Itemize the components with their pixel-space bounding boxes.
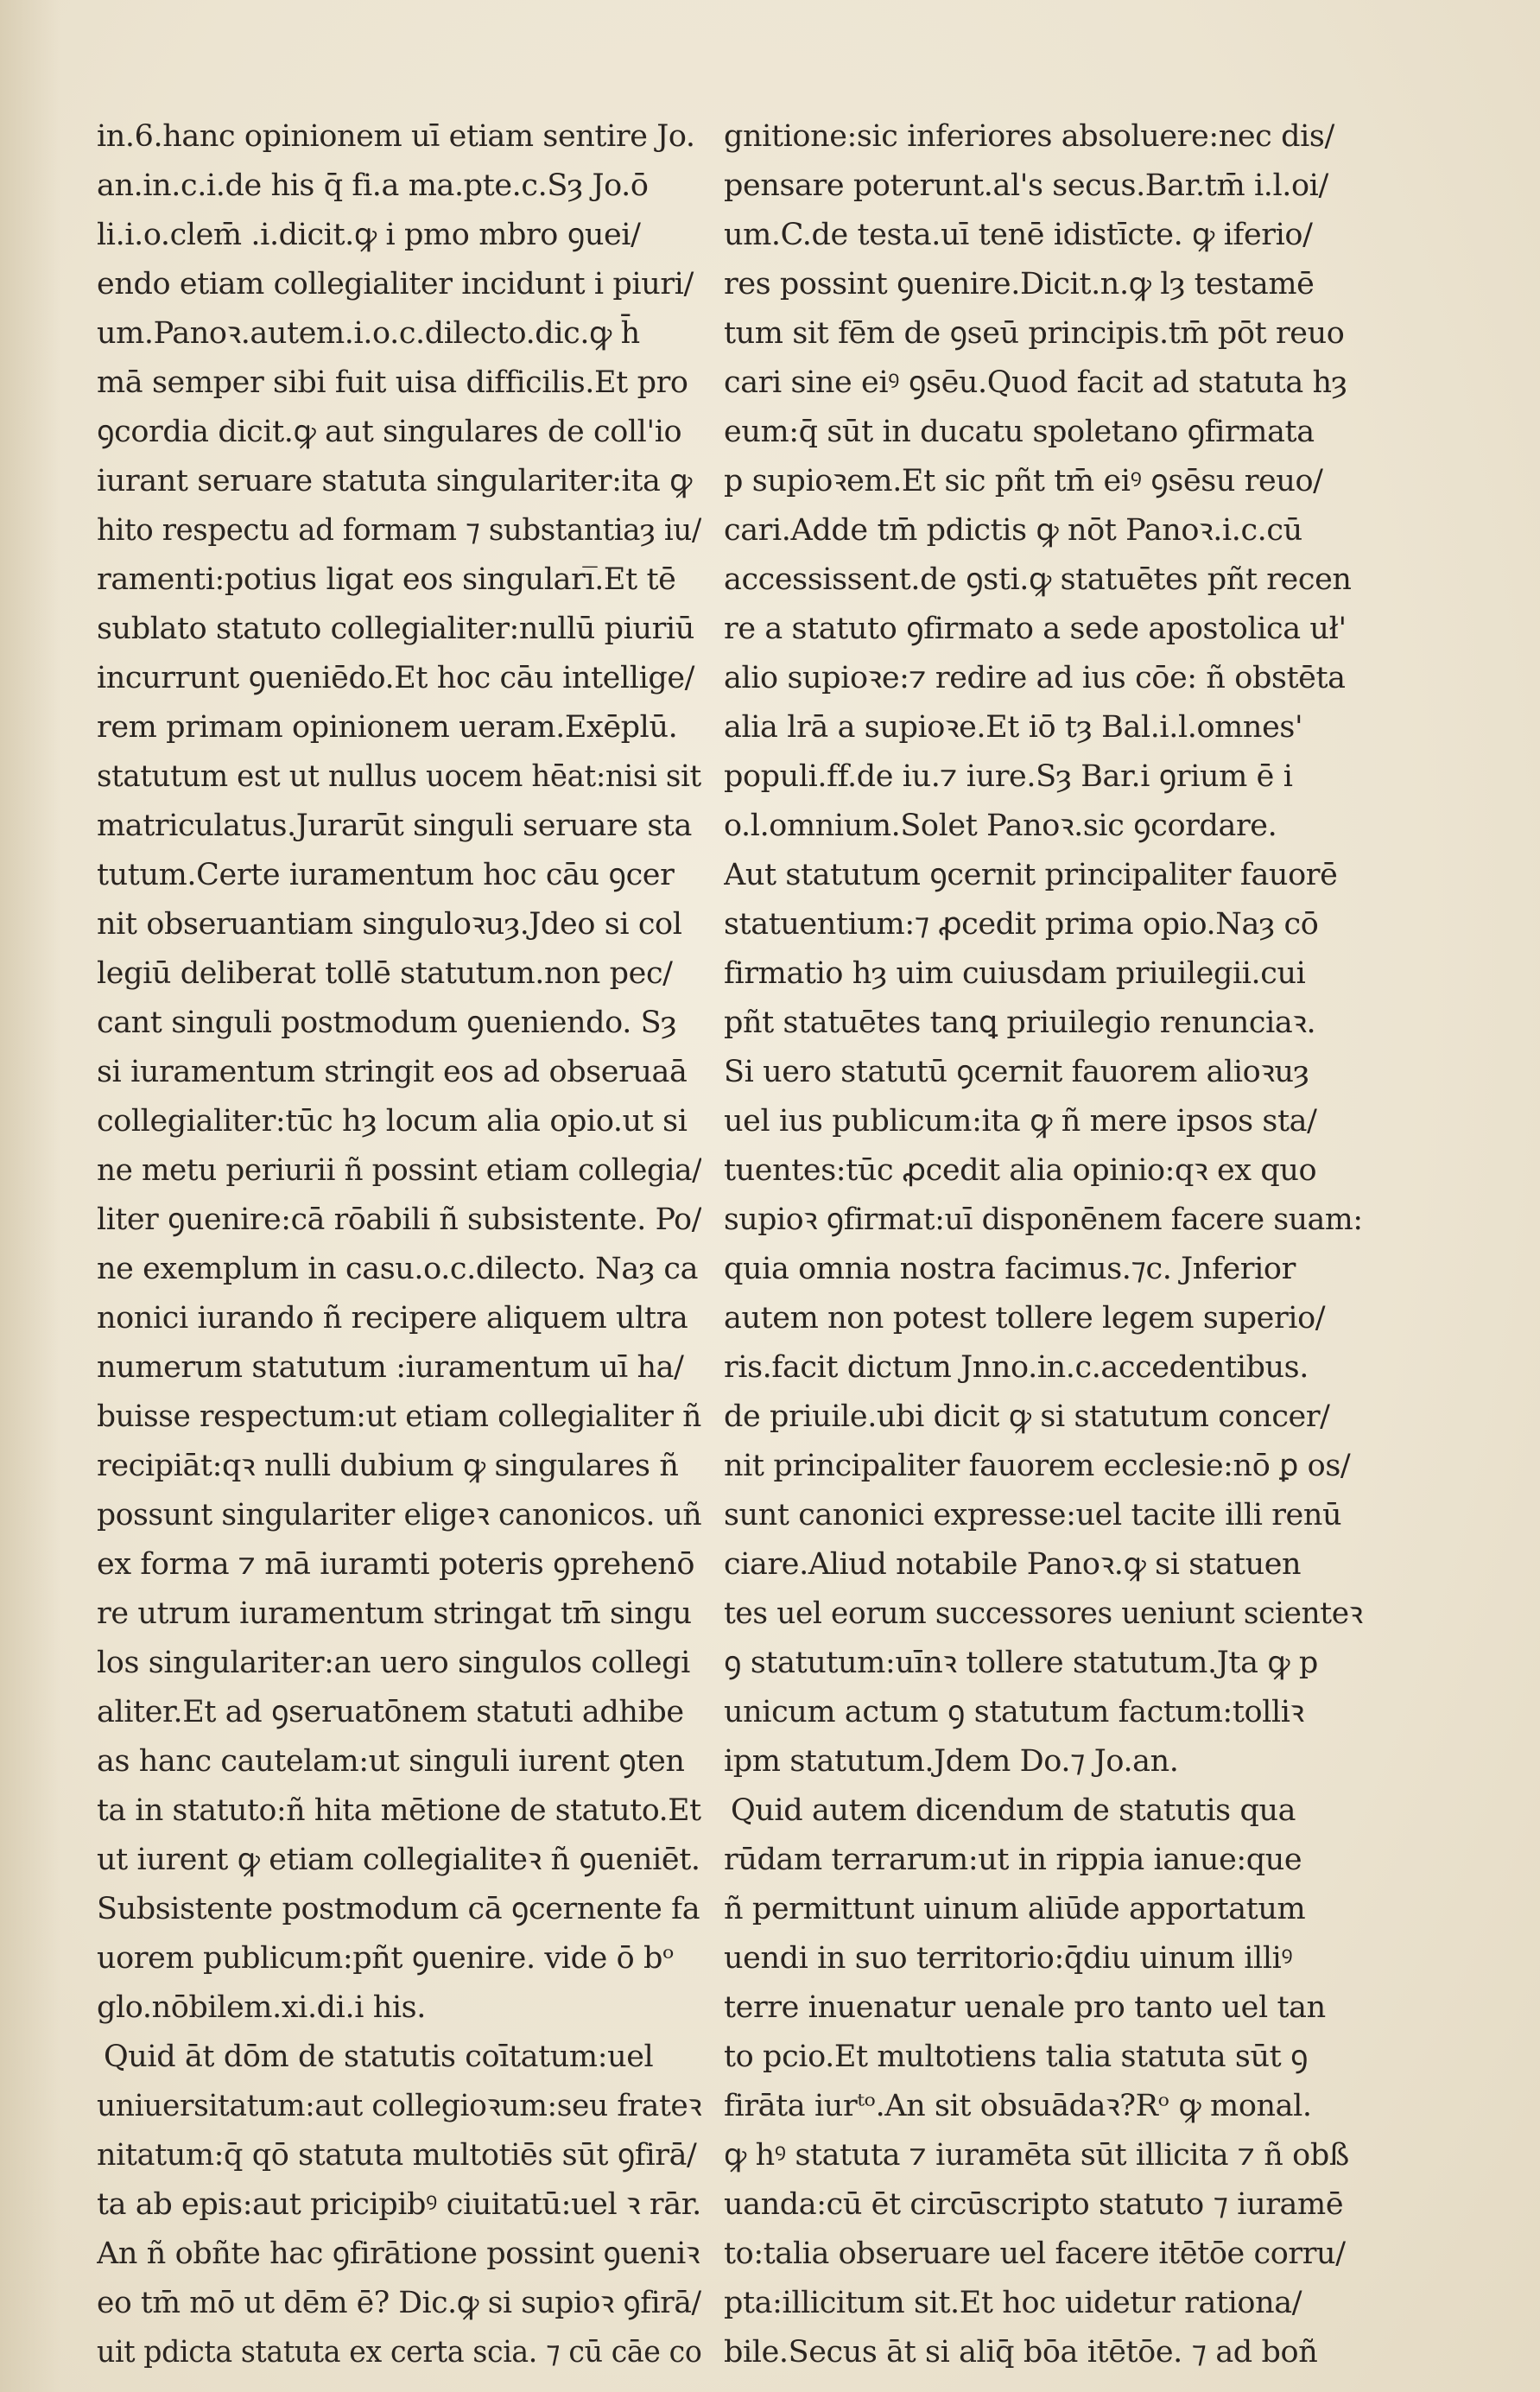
text-line: alio supioꝛe:⁊ redire ad ius cōe: ñ obstēta [724,661,1346,695]
text-line: accessissent.de ꝯsti.ꝙ statuētes pñt recen [724,562,1352,597]
text-line: tes uel eorum successores ueniunt scienteꝛ [724,1596,1363,1631]
text-line: ut iurent ꝙ etiam collegialiteꝛ ñ ꝯueniēt. [97,1843,700,1877]
text-line: to:talia obseruare uel facere itētōe corru/ [724,2237,1346,2271]
text-line: uanda:cū ēt circūscripto statuto ⁊ iuramē [724,2187,1344,2222]
text-line: populi.ff.de iu.⁊ iure.Sȝ Bar.i ꝯrium ē i [724,759,1293,794]
text-line: ñ permittunt uinum aliūde apportatum [724,1892,1306,1926]
right-text-column [724,112,1363,2377]
text-line: ris.facit dictum Jnno.in.c.accedentibus. [724,1350,1309,1385]
text-line: nit principaliter fauorem ecclesie:nō ꝑ os/ [724,1449,1351,1483]
text-line: ipm statutum.Jdem Do.⁊ Jo.an. [724,1744,1179,1779]
text-line: hito respectu ad formam ⁊ substantiaȝ iu/ [97,513,701,548]
text-line: ex forma ⁊ mā iuramti poteris ꝯprehenō [97,1547,695,1582]
text-line: alia lrā a supioꝛe.Et iō tȝ Bal.i.l.omnes' [724,710,1303,745]
text-line: li.i.o.clem̄ .i.dicit.ꝙ i pmo mbro ꝯuei/ [97,218,641,252]
text-line: de priuile.ubi dicit ꝙ si statutum concer/ [724,1399,1330,1434]
text-line: liter ꝯuenire:cā rōabili ñ subsistente. Po/ [97,1202,701,1237]
text-line: tuentes:tūc ꝓcedit alia opinio:qꝛ ex quo [724,1153,1317,1188]
text-line: cari.Adde tm̄ pdictis ꝙ nōt Panoꝛ.i.c.cū [724,513,1302,548]
text-line: autem non potest tollere legem superio/ [724,1301,1326,1336]
text-line: incurrunt ꝯueniēdo.Et hoc cāu intellige/ [97,661,695,695]
text-line: re utrum iuramentum stringat tm̄ singu [97,1596,692,1631]
text-line: as hanc cautelam:ut singuli iurent ꝯten [97,1744,685,1779]
text-line: statuentium:⁊ ꝓcedit prima opio.Naȝ cō [724,907,1319,942]
text-line: um.C.de testa.uī tenē idistīcte. ꝙ iferio/ [724,218,1313,252]
text-line: eo tm̄ mō ut dēm ē? Dic.ꝙ si supioꝛ ꝯfirā/ [97,2286,701,2320]
text-line: ramenti:potius ligat eos singulari̅.Et tē [97,562,676,597]
text-line: numerum statutum :iuramentum uī ha/ [97,1350,684,1385]
text-line: ꝯ statutum:uīnꝛ tollere statutum.Jta ꝙ p [724,1646,1318,1680]
text-line: in.6.hanc opinionem uī etiam sentire Jo. [97,119,695,154]
text-line: gnitione:sic inferiores absoluere:nec dis/ [724,119,1334,154]
text-line: sunt canonici expresse:uel tacite illi renū [724,1498,1342,1532]
text-line: nitatum:q̄ qō statuta multotiēs sūt ꝯfirā/ [97,2138,697,2173]
text-line: pensare poterunt.al's secus.Bar.tm̄ i.l.oi/ [724,168,1328,203]
text-line: statutum est ut nullus uocem hēat:nisi sit [97,759,701,794]
text-line: Subsistente postmodum cā ꝯcernente fa [97,1892,700,1926]
text-line: an.in.c.i.de his q̄ fi.a ma.pte.c.Sȝ Jo.ō [97,168,649,203]
text-line: uorem publicum:pñt ꝯuenire. vide ō bᵒ [97,1941,675,1976]
text-line: ꝯcordia dicit.ꝙ aut singulares de coll'io [97,415,682,449]
text-line: unicum actum ꝯ statutum factum:tolliꝛ [724,1695,1304,1729]
text-line: aliter.Et ad ꝯseruatōnem statuti adhibe [97,1695,684,1729]
text-line: p supioꝛem.Et sic pñt tm̄ eiꝰ ꝯsēsu reuo/ [724,464,1323,498]
text-line: endo etiam collegialiter incidunt i piuri/ [97,267,694,301]
text-line: ciare.Aliud notabile Panoꝛ.ꝙ si statuen [724,1547,1302,1582]
text-line: An ñ obñte hac ꝯfirātione possint ꝯueniꝛ [97,2237,700,2271]
text-line: cari sine eiꝰ ꝯsēu.Quod facit ad statuta hȝ [724,365,1347,400]
text-line: glo.nōbilem.xi.di.i his. [97,1990,426,2025]
text-line: re a statuto ꝯfirmato a sede apostolica uł' [724,612,1347,646]
text-line: ꝙ hꝰ statuta ⁊ iuramēta sūt illicita ⁊ ñ obß [724,2138,1349,2173]
text-line: um.Panoꝛ.autem.i.o.c.dilecto.dic.ꝙ h̄ [97,316,640,351]
text-line: quia omnia nostra facimus.⁊c. Jnferior [724,1252,1296,1286]
text-line: ta in statuto:ñ hita mētione de statuto.Et [97,1793,701,1828]
text-line: tutum.Certe iuramentum hoc cāu ꝯcer [97,858,675,892]
text-line: buisse respectum:ut etiam collegialiter ñ [97,1399,701,1434]
text-line: Quid āt dōm de statutis coītatum:uel [104,2040,654,2074]
text-line: nit obseruantiam singuloꝛuȝ.Jdeo si col [97,907,682,942]
text-line: cant singuli postmodum ꝯueniendo. Sȝ [97,1006,677,1040]
text-line: o.l.omnium.Solet Panoꝛ.sic ꝯcordare. [724,809,1277,843]
text-line: terre inuenatur uenale pro tanto uel tan [724,1990,1326,2025]
text-line: Si uero statutū ꝯcernit fauorem alioꝛuȝ [724,1055,1309,1089]
text-line: ta ab epis:aut pricipibꝰ ciuitatū:uel ꝛ rār. [97,2187,701,2222]
text-line: sublato statuto collegialiter:nullū piuriū [97,612,694,646]
text-line: supioꝛ ꝯfirmat:uī disponēnem facere suam: [724,1202,1363,1237]
text-line: rūdam terrarum:ut in rippia ianue:que [724,1843,1302,1877]
text-line: uel ius publicum:ita ꝙ ñ mere ipsos sta/ [724,1104,1317,1139]
text-line: firāta iurᵗᵒ.An sit obsuādaꝛ?Rᵒ ꝙ monal. [724,2089,1312,2123]
text-line: Aut statutum ꝯcernit principaliter fauorē [724,858,1338,892]
left-text-column [97,112,701,2377]
text-line: res possint ꝯuenire.Dicit.n.ꝙ lȝ testamē [724,267,1315,301]
text-line: legiū deliberat tollē statutum.non pec/ [97,956,673,991]
text-line: nonici iurando ñ recipere aliquem ultra [97,1301,688,1336]
text-line: rem primam opinionem ueram.Exēplū. [97,710,678,745]
text-line: ne exemplum in casu.o.c.dilecto. Naȝ ca [97,1252,699,1286]
text-line: ne metu periurii ñ possint etiam collegia/ [97,1153,701,1188]
text-line: tum sit fēm de ꝯseū principis.tm̄ pōt reuo [724,316,1345,351]
text-line: si iuramentum stringit eos ad obseruaā [97,1055,688,1089]
text-line: mā semper sibi fuit uisa difficilis.Et pro [97,365,688,400]
text-line: iurant seruare statuta singulariter:ita ꝙ [97,464,693,498]
text-line: eum:q̄ sūt in ducatu spoletano ꝯfirmata [724,415,1315,449]
text-line: uendi in suo territorio:q̄diu uinum illiꝰ [724,1941,1293,1976]
text-line: matriculatus.Jurarūt singuli seruare sta [97,809,693,843]
text-line: bile.Secus āt si aliq̄ bōa itētōe. ⁊ ad boñ [724,2335,1318,2370]
text-line: pñt statuētes tanꝗ priuilegio renunciaꝛ. [724,1006,1316,1040]
text-line: recipiāt:qꝛ nulli dubium ꝙ singulares ñ [97,1449,679,1483]
text-line: to pcio.Et multotiens talia statuta sūt ꝯ [724,2040,1309,2074]
text-line: firmatio hȝ uim cuiusdam priuilegii.cui [724,956,1306,991]
text-line: pta:illicitum sit.Et hoc uidetur rationa/ [724,2286,1302,2320]
text-line: uniuersitatum:aut collegioꝛum:seu frateꝛ [97,2089,701,2123]
text-line: uit pdicta statuta ex certa scia. ⁊ cū cāe co [97,2335,701,2370]
text-line: los singulariter:an uero singulos collegi [97,1646,690,1680]
text-line: possunt singulariter eligeꝛ canonicos. uñ [97,1498,701,1532]
text-line: collegialiter:tūc hȝ locum alia opio.ut si [97,1104,688,1139]
text-line: Quid autem dicendum de statutis qua [731,1793,1296,1828]
